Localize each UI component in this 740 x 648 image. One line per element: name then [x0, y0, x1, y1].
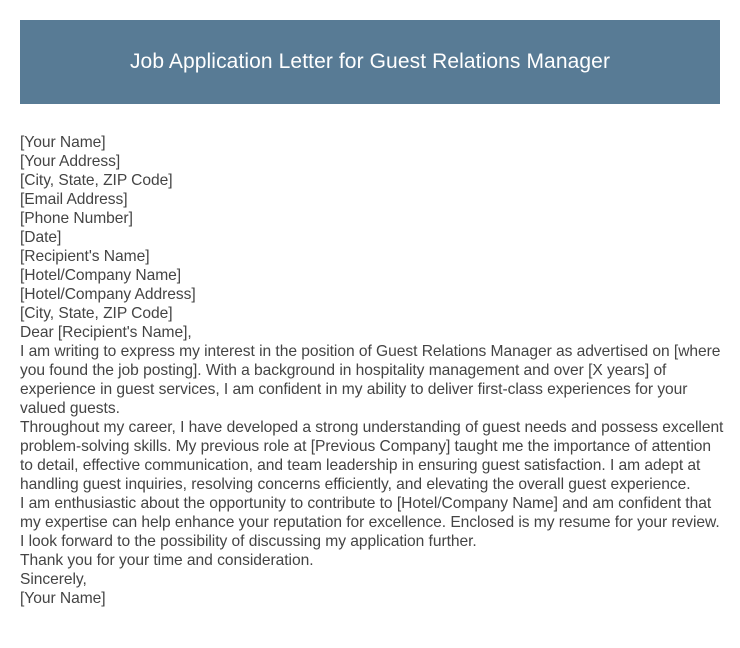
paragraph-intro: I am writing to express my interest in the position of Guest Relations Manager as advertised on [where you found the job posting]. With a background in hospitality management and over [X years] of experience in guest services, I am confident in my ability to deliver first-class experiences for your valued guests.: [20, 343, 721, 417]
paragraph-experience: Throughout my career, I have developed a strong understanding of guest needs and possess excellent problem-solving skills. My previous role at [Previous Company] taught me the importance of attention to detail, effective communication, and team leadership in ensuring guest satisfaction. I am adept at handling guest inquiries, resolving concerns efficiently, and elevating the overall guest experience.: [20, 419, 724, 493]
sender-city-state-zip: [City, State, ZIP Code]: [20, 172, 173, 189]
sender-phone: [Phone Number]: [20, 210, 133, 227]
letter-body: [20, 133, 724, 608]
letter-date: [Date]: [20, 229, 62, 246]
sender-email: [Email Address]: [20, 191, 128, 208]
recipient-company-address: [Hotel/Company Address]: [20, 286, 196, 303]
paragraph-enthusiasm: I am enthusiastic about the opportunity to contribute to [Hotel/Company Name] and am confident that my expertise can help enhance your reputation for excellence. Enclosed is my resume for your review. I look forward to the possibility of discussing my application further.: [20, 495, 720, 550]
closing: Sincerely,: [20, 571, 87, 588]
sender-name: [Your Name]: [20, 134, 106, 151]
paragraph-thanks: Thank you for your time and consideration.: [20, 552, 314, 569]
sender-address: [Your Address]: [20, 153, 121, 170]
signature: [Your Name]: [20, 590, 106, 607]
recipient-city-state-zip: [City, State, ZIP Code]: [20, 305, 173, 322]
title-banner: [20, 20, 720, 104]
recipient-company: [Hotel/Company Name]: [20, 267, 182, 284]
salutation: Dear [Recipient's Name],: [20, 324, 192, 341]
page-title: Job Application Letter for Guest Relations Manager: [129, 50, 611, 73]
recipient-name: [Recipient's Name]: [20, 248, 150, 265]
